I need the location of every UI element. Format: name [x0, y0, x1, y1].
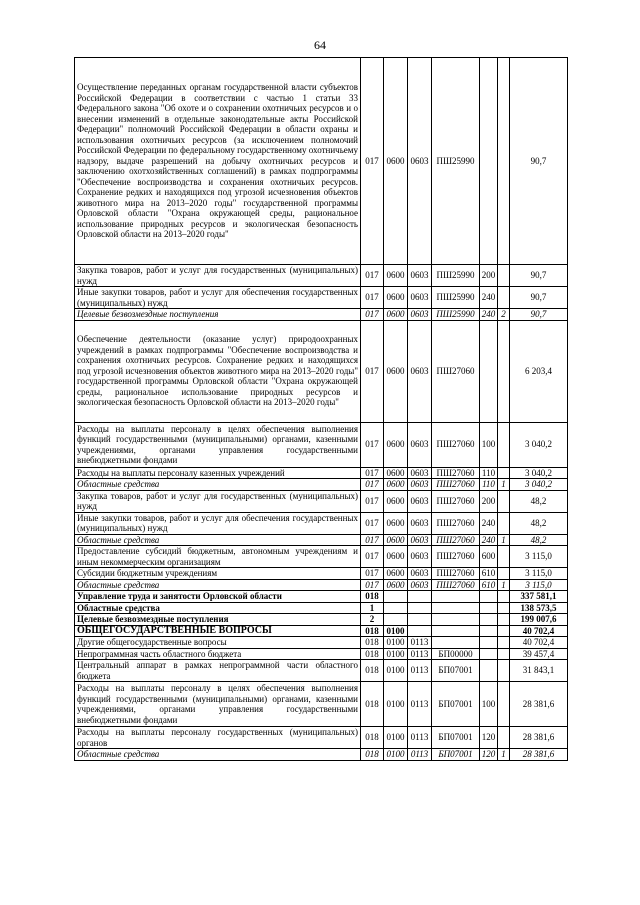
row-description: Центральный аппарат в рамках непрограммной части областного бюджета: [75, 660, 361, 682]
expense-type-code: 240: [480, 287, 498, 309]
department-code: 017: [361, 309, 384, 321]
table-row: [75, 682, 568, 727]
table-row: [75, 479, 568, 491]
amount: 90,7: [510, 287, 568, 309]
section-code: 0100: [384, 625, 408, 637]
expense-type-code: [480, 614, 498, 626]
department-code: 018: [361, 749, 384, 761]
expense-type-code: [480, 602, 498, 614]
funding-source-code: 2: [498, 309, 510, 321]
section-code: 0100: [384, 648, 408, 660]
amount: 48,2: [510, 534, 568, 546]
amount: 90,7: [510, 309, 568, 321]
subsection-code: 0113: [408, 749, 432, 761]
department-code: 017: [361, 568, 384, 580]
table-row: [75, 534, 568, 546]
funding-source-code: [498, 602, 510, 614]
section-code: 0600: [384, 534, 408, 546]
table-row: [75, 287, 568, 309]
funding-source-code: 1: [498, 479, 510, 491]
subsection-code: 0603: [408, 579, 432, 591]
subsection-code: 0113: [408, 727, 432, 749]
subsection-code: 0603: [408, 534, 432, 546]
section-code: 0100: [384, 637, 408, 649]
department-code: 018: [361, 727, 384, 749]
row-description: Областные средства: [75, 602, 361, 614]
row-description: Расходы на выплаты персоналу в целях обеспечения выполнения функций государственными (муниципальными) органами, казенными учреждениями, органами управления государственными внебюджетными фондами: [75, 682, 361, 727]
row-description: Другие общегосударственные вопросы: [75, 637, 361, 649]
funding-source-code: [498, 546, 510, 568]
target-article-code: [432, 591, 480, 603]
section-code: 0600: [384, 479, 408, 491]
row-description: Закупка товаров, работ и услуг для государственных (муниципальных) нужд: [75, 490, 361, 512]
table-row: [75, 660, 568, 682]
subsection-code: 0603: [408, 320, 432, 422]
amount: 48,2: [510, 512, 568, 534]
expense-type-code: 120: [480, 727, 498, 749]
department-code: 2: [361, 614, 384, 626]
subsection-code: 0603: [408, 479, 432, 491]
target-article-code: ПШ25990: [432, 309, 480, 321]
row-description: ОБЩЕГОСУДАРСТВЕННЫЕ ВОПРОСЫ: [75, 625, 361, 637]
department-code: 017: [361, 287, 384, 309]
section-code: 0600: [384, 568, 408, 580]
subsection-code: 0603: [408, 265, 432, 287]
subsection-code: 0603: [408, 490, 432, 512]
section-code: 0100: [384, 727, 408, 749]
subsection-code: 0603: [408, 546, 432, 568]
section-code: 0600: [384, 512, 408, 534]
row-description: Областные средства: [75, 534, 361, 546]
target-article-code: [432, 625, 480, 637]
subsection-code: 0603: [408, 422, 432, 467]
subsection-code: 0603: [408, 58, 432, 265]
target-article-code: ПШ27060: [432, 490, 480, 512]
target-article-code: БП07001: [432, 660, 480, 682]
amount: 337 581,1: [510, 591, 568, 603]
target-article-code: БП07001: [432, 682, 480, 727]
funding-source-code: [498, 637, 510, 649]
funding-source-code: [498, 320, 510, 422]
section-code: 0600: [384, 320, 408, 422]
table-row: [75, 614, 568, 626]
section-code: 0600: [384, 58, 408, 265]
section-code: 0600: [384, 467, 408, 479]
section-code: 0600: [384, 579, 408, 591]
table-row: [75, 309, 568, 321]
department-code: 017: [361, 479, 384, 491]
department-code: 017: [361, 490, 384, 512]
section-code: 0600: [384, 287, 408, 309]
subsection-code: 0603: [408, 467, 432, 479]
row-description: Непрограммная часть областного бюджета: [75, 648, 361, 660]
department-code: 018: [361, 660, 384, 682]
funding-source-code: [498, 512, 510, 534]
table-row: [75, 625, 568, 637]
target-article-code: ПШ25990: [432, 58, 480, 265]
target-article-code: ПШ27060: [432, 467, 480, 479]
amount: 90,7: [510, 58, 568, 265]
expense-type-code: 120: [480, 749, 498, 761]
page-number: 64: [314, 38, 326, 52]
expense-type-code: 240: [480, 309, 498, 321]
expense-type-code: 240: [480, 534, 498, 546]
table-row: [75, 490, 568, 512]
amount: 3 115,0: [510, 546, 568, 568]
section-code: [384, 614, 408, 626]
target-article-code: ПШ25990: [432, 287, 480, 309]
funding-source-code: 1: [498, 749, 510, 761]
expense-type-code: 610: [480, 579, 498, 591]
department-code: 017: [361, 58, 384, 265]
target-article-code: ПШ27060: [432, 546, 480, 568]
department-code: 018: [361, 648, 384, 660]
amount: 3 115,0: [510, 568, 568, 580]
expense-type-code: 200: [480, 490, 498, 512]
department-code: 1: [361, 602, 384, 614]
department-code: 017: [361, 265, 384, 287]
section-code: 0100: [384, 682, 408, 727]
expense-type-code: [480, 591, 498, 603]
row-description: Осуществление переданных органам государственной власти субъектов Российской Федерации в соответствии с частью 1 статьи 33 Федерального закона "Об охоте и о сохранении охотничьих ресурсов и о внесении изменений в отдельные законодательные акты Российской Федерации" полномочий Российской Федерации в области охраны и использования охотничьих ресурсов (за исключением полномочий Российской Федерации по федеральному государственному охотничьему надзору, выдаче разрешений на добычу охотничьих ресурсов и заключению охотхозяйственных соглашений) в рамках подпрограммы "Обеспечение воспроизводства и сохранения охотничьих ресурсов. Сохранение редких и находящихся под угрозой исчезновения объектов животного мира на 2013–2020 годы" государственной программы Орловской области "Охрана окружающей среды, рациональное использование природных ресурсов и экологическая безопасность Орловской области на 2013–2020 годы": [75, 58, 361, 265]
amount: 39 457,4: [510, 648, 568, 660]
target-article-code: ПШ27060: [432, 479, 480, 491]
section-code: 0600: [384, 546, 408, 568]
table-row: [75, 579, 568, 591]
section-code: [384, 591, 408, 603]
row-description: Иные закупки товаров, работ и услуг для обеспечения государственных (муниципальных) нужд: [75, 512, 361, 534]
department-code: 018: [361, 637, 384, 649]
expense-type-code: [480, 637, 498, 649]
row-description: Целевые безвозмездные поступления: [75, 614, 361, 626]
section-code: 0600: [384, 422, 408, 467]
amount: 3 040,2: [510, 479, 568, 491]
table-row: [75, 637, 568, 649]
amount: 28 381,6: [510, 682, 568, 727]
table-row: [75, 648, 568, 660]
table-row: [75, 568, 568, 580]
amount: 31 843,1: [510, 660, 568, 682]
amount: 138 573,5: [510, 602, 568, 614]
funding-source-code: [498, 490, 510, 512]
target-article-code: БП00000: [432, 648, 480, 660]
funding-source-code: [498, 625, 510, 637]
section-code: 0100: [384, 660, 408, 682]
subsection-code: 0603: [408, 309, 432, 321]
amount: 3 040,2: [510, 467, 568, 479]
funding-source-code: [498, 265, 510, 287]
amount: 40 702,4: [510, 625, 568, 637]
row-description: Расходы на выплаты персоналу казенных учреждений: [75, 467, 361, 479]
amount: 199 007,6: [510, 614, 568, 626]
budget-table: [74, 57, 568, 761]
expense-type-code: 240: [480, 512, 498, 534]
row-description: Расходы на выплаты персоналу государственных (муниципальных) органов: [75, 727, 361, 749]
row-description: Иные закупки товаров, работ и услуг для обеспечения государственных (муниципальных) нужд: [75, 287, 361, 309]
subsection-code: 0113: [408, 648, 432, 660]
amount: 3 115,0: [510, 579, 568, 591]
funding-source-code: [498, 287, 510, 309]
expense-type-code: [480, 625, 498, 637]
department-code: 018: [361, 682, 384, 727]
amount: 90,7: [510, 265, 568, 287]
target-article-code: ПШ27060: [432, 422, 480, 467]
subsection-code: [408, 591, 432, 603]
table-row: [75, 591, 568, 603]
subsection-code: 0113: [408, 660, 432, 682]
target-article-code: [432, 614, 480, 626]
amount: 40 702,4: [510, 637, 568, 649]
expense-type-code: [480, 320, 498, 422]
funding-source-code: [498, 727, 510, 749]
target-article-code: ПШ27060: [432, 568, 480, 580]
row-description: Областные средства: [75, 479, 361, 491]
row-description: Расходы на выплаты персоналу в целях обеспечения выполнения функций государственными (муниципальными) органами, казенными учреждениями, органами управления государственными внебюджетными фондами: [75, 422, 361, 467]
subsection-code: 0603: [408, 568, 432, 580]
expense-type-code: 200: [480, 265, 498, 287]
table-row: [75, 422, 568, 467]
funding-source-code: [498, 614, 510, 626]
section-code: 0600: [384, 490, 408, 512]
table-row: [75, 546, 568, 568]
section-code: 0100: [384, 749, 408, 761]
funding-source-code: [498, 660, 510, 682]
expense-type-code: 100: [480, 682, 498, 727]
table-row: [75, 467, 568, 479]
target-article-code: ПШ27060: [432, 534, 480, 546]
subsection-code: [408, 602, 432, 614]
department-code: 017: [361, 512, 384, 534]
expense-type-code: 600: [480, 546, 498, 568]
amount: 3 040,2: [510, 422, 568, 467]
subsection-code: 0113: [408, 682, 432, 727]
target-article-code: БП07001: [432, 727, 480, 749]
funding-source-code: [498, 568, 510, 580]
funding-source-code: [498, 648, 510, 660]
target-article-code: ПШ27060: [432, 512, 480, 534]
target-article-code: [432, 637, 480, 649]
subsection-code: 0603: [408, 287, 432, 309]
expense-type-code: [480, 648, 498, 660]
amount: 48,2: [510, 490, 568, 512]
department-code: 018: [361, 591, 384, 603]
subsection-code: 0113: [408, 637, 432, 649]
row-description: Закупка товаров, работ и услуг для государственных (муниципальных) нужд: [75, 265, 361, 287]
table-row: [75, 602, 568, 614]
section-code: [384, 602, 408, 614]
table-row: [75, 320, 568, 422]
subsection-code: 0603: [408, 512, 432, 534]
department-code: 018: [361, 625, 384, 637]
target-article-code: [432, 602, 480, 614]
row-description: Областные средства: [75, 749, 361, 761]
funding-source-code: 1: [498, 579, 510, 591]
table-row: [75, 727, 568, 749]
expense-type-code: 610: [480, 568, 498, 580]
subsection-code: [408, 614, 432, 626]
department-code: 017: [361, 579, 384, 591]
funding-source-code: [498, 682, 510, 727]
amount: 28 381,6: [510, 727, 568, 749]
row-description: Областные средства: [75, 579, 361, 591]
table-row: [75, 512, 568, 534]
department-code: 017: [361, 320, 384, 422]
expense-type-code: [480, 660, 498, 682]
expense-type-code: 110: [480, 467, 498, 479]
subsection-code: [408, 625, 432, 637]
row-description: Обеспечение деятельности (оказание услуг) природоохранных учреждений в рамках подпрограммы "Обеспечение воспроизводства и сохранения охотничьих ресурсов. Сохранение редких и находящихся под угрозой исчезновения объектов животного мира на 2013–2020 годы" государственной программы Орловской области "Охрана окружающей среды, рациональное использование природных ресурсов и экологическая безопасность Орловской области на 2013–2020 годы": [75, 320, 361, 422]
funding-source-code: [498, 58, 510, 265]
target-article-code: ПШ27060: [432, 320, 480, 422]
table-row: [75, 265, 568, 287]
funding-source-code: [498, 422, 510, 467]
expense-type-code: [480, 58, 498, 265]
target-article-code: БП07001: [432, 749, 480, 761]
section-code: 0600: [384, 309, 408, 321]
department-code: 017: [361, 546, 384, 568]
department-code: 017: [361, 534, 384, 546]
row-description: Предоставление субсидий бюджетным, автономным учреждениям и иным некоммерческим организациям: [75, 546, 361, 568]
row-description: Управление труда и занятости Орловской области: [75, 591, 361, 603]
table-row: [75, 58, 568, 265]
target-article-code: ПШ25990: [432, 265, 480, 287]
row-description: Субсидии бюджетным учреждениям: [75, 568, 361, 580]
section-code: 0600: [384, 265, 408, 287]
department-code: 017: [361, 467, 384, 479]
expense-type-code: 110: [480, 479, 498, 491]
funding-source-code: 1: [498, 534, 510, 546]
department-code: 017: [361, 422, 384, 467]
funding-source-code: [498, 467, 510, 479]
table-row: [75, 749, 568, 761]
target-article-code: ПШ27060: [432, 579, 480, 591]
funding-source-code: [498, 591, 510, 603]
amount: 28 381,6: [510, 749, 568, 761]
row-description: Целевые безвозмездные поступления: [75, 309, 361, 321]
amount: 6 203,4: [510, 320, 568, 422]
expense-type-code: 100: [480, 422, 498, 467]
